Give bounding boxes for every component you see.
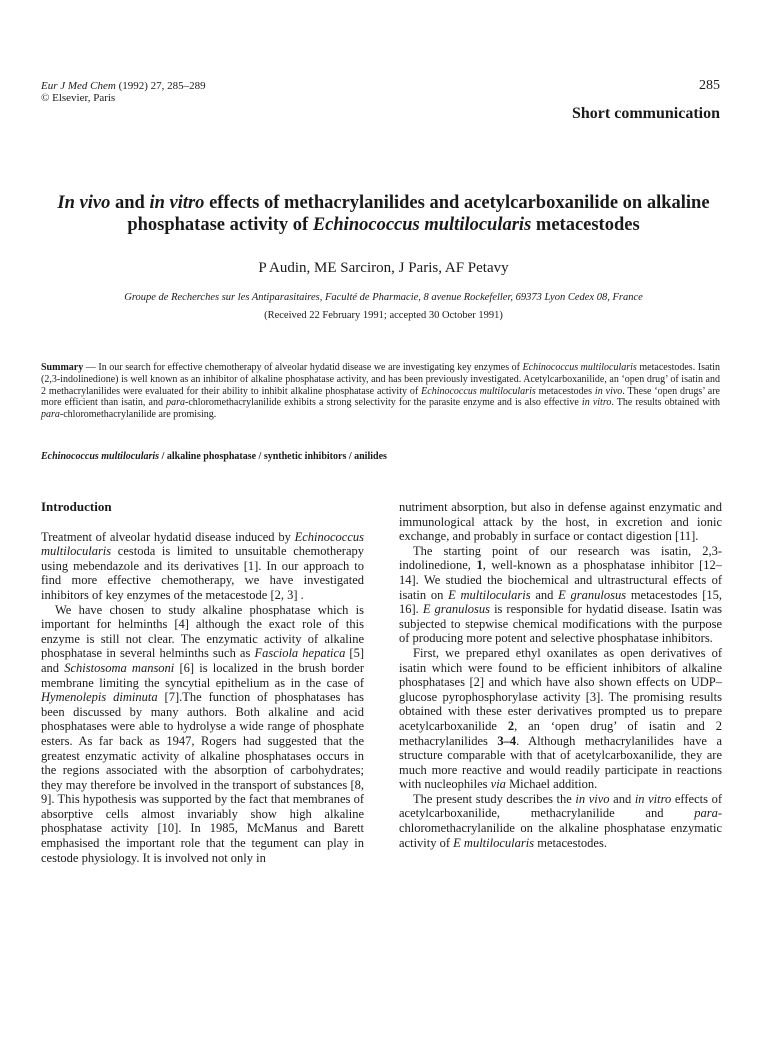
introduction-heading: Introduction: [41, 499, 112, 514]
text-run: Fasciola hepatica: [254, 646, 346, 661]
text-run: is responsible for hydatid disease. Isatin was subjected to stepwise chemical modifications with the purpose of producing more potent and selective phosphatase inhibitors.: [399, 602, 722, 646]
text-run: -chloromethacrylanilide on the alkaline phosphatase enzymatic activity of: [399, 806, 722, 850]
publisher-line: © Elsevier, Paris: [41, 92, 116, 104]
text-run: 2: [507, 718, 515, 733]
text-run: para: [694, 806, 718, 821]
text-run: [5] and: [41, 646, 365, 675]
text-run: Hymenolepis diminuta: [41, 690, 158, 705]
text-run: and: [609, 791, 635, 806]
text-run: metacestodes: [535, 385, 595, 397]
body-paragraph: [399, 646, 722, 792]
left-paragraphs: [41, 530, 364, 866]
journal-name: Eur J Med Chem: [41, 80, 116, 92]
text-run: The present study describes the: [413, 791, 576, 806]
citation-info: (1992) 27, 285–289: [115, 80, 206, 92]
text-run: metacestodes.: [534, 835, 607, 850]
article-title: [30, 192, 737, 236]
text-run: In vivo: [57, 193, 111, 213]
text-run: in vivo: [575, 791, 610, 806]
text-run: — In our search for effective chemotherapy of alveolar hydatid disease we are investigating key enzymes of: [83, 362, 523, 373]
text-run: [6] is localized in the brush border membrane limiting the syncytial epithelium as in the case of: [41, 660, 364, 690]
author-list: P Audin, ME Sarciron, J Paris, AF Petavy: [258, 260, 509, 276]
text-run: nutriment absorption, but also in defense against enzymatic and immunological attack by the host, in excretion and ionic exchange, and probably in surface or contact digestion [11].: [399, 500, 722, 544]
text-run: . These ‘open drugs’ are more efficient than isatin, and: [41, 385, 720, 409]
text-run: cestoda is limited to unsuitable chemotherapy using mebendazole and its derivatives [1]. In our approach to find more effective chemotherapy, we have investigated inhibitors of key enzymes of the metacestode [2, 3] .: [41, 544, 364, 602]
text-run: First, we prepared ethyl oxanilates as open derivatives of isatin which were found to be efficient inhibitors of alkaline phosphatases [2] and which have also shown effects on UDP–glucose pyrophosphorylase activity [3]. The promising results obtained with these ester derivatives prompted us to prepare acetylcarboxanilide: [399, 645, 722, 733]
text-run: Echinococcus multilocularis: [41, 451, 160, 462]
text-run: . The results obtained with: [611, 397, 721, 409]
text-run: in vitro: [149, 193, 205, 213]
text-run: [7].The function of phosphatases has been discussed by many authors. Both alkaline and acid phosphatases were able to hydrolyse a wide range of phosphate esters. As far back as 1947, Rogers had suggested that the greatest enzymatic activity of alkaline phosphatases occurs in the regions associated with the absorption of carbohydrates; they may therefore be involved in the transport of substances [8, 9]. This hypothesis was supported by the fact that membranes of absorptive cells almost invariably show high alkaline phosphatase activity [10]. In 1985, McManus and Barett emphasised the important role that the tegument can play in cestode physiology. It is involved not only in: [41, 690, 364, 865]
text-run: E granulosus: [558, 587, 627, 602]
text-run: para: [166, 397, 186, 409]
text-run: and: [530, 587, 559, 602]
text-run: Schistosoma mansoni: [64, 660, 175, 675]
text-run: in vivo: [594, 385, 623, 397]
text-run: E granulosus: [422, 602, 491, 617]
text-run: effects of acetylcarboxanilide, methacrylanilide and: [399, 791, 722, 821]
body-paragraph: [41, 530, 364, 603]
text-run: E multilocularis: [453, 835, 535, 850]
body-paragraph: [399, 792, 722, 850]
body-paragraph: [399, 544, 722, 646]
text-run: in vitro: [634, 791, 672, 806]
text-run: 3–4: [497, 733, 517, 748]
text-run: in vitro: [581, 397, 612, 409]
text-run: . Although methacrylanilides have a structure comparable with that of acetylcarboxanilide, they are much more reactive and would readily participate in reactions with nucleophiles: [399, 733, 722, 792]
summary-text: [41, 362, 720, 420]
text-run: Echinococcus multilocularis: [522, 362, 637, 373]
text-run: We have chosen to study alkaline phosphatase which is important for helminths [4] although the exact role of this enzyme is still not clear. The enzymatic activity of alkaline phosphatase in several helminths such as: [41, 602, 364, 661]
text-run: and: [110, 193, 150, 213]
text-run: Treatment of alveolar hydatid disease induced by: [41, 529, 295, 544]
right-column: [399, 500, 722, 850]
text-run: metacestodes [15, 16].: [399, 587, 722, 617]
text-run: -chloromethacrylanilide are promising.: [59, 409, 217, 421]
summary-label: Summary: [41, 362, 84, 373]
text-run: Michael addition.: [505, 777, 598, 792]
text-run: effects of methacrylanilides and acetylcarboxanilide on alkaline phosphatase activity of: [127, 193, 710, 235]
text-run: -chloromethacrylanilide exhibits a strong selectivity for the parasite enzyme and is also effective: [185, 397, 582, 409]
page-number: 285: [699, 78, 720, 93]
journal-citation: [41, 80, 206, 104]
keywords-line: [41, 451, 720, 462]
text-run: metacestodes. Isatin (2,3-indolinedione) is well known as an inhibitor of alkaline phosphatase activity, and has been previously investigated. Acetylcarboxanilide, an ‘open drug’ of isatin and 2 methacrylanilides were evaluated for their ability to inhibit alkaline phosphatase activity of: [41, 362, 720, 397]
body-paragraph: [399, 500, 722, 544]
summary-block: [41, 362, 720, 421]
text-run: / alkaline phosphatase / synthetic inhibitors / anilides: [159, 451, 387, 462]
body-paragraph: [41, 603, 364, 866]
text-run: , an ‘open drug’ of isatin and 2 methacrylanilides: [399, 718, 722, 748]
text-run: para: [41, 409, 60, 421]
text-run: metacestodes: [531, 215, 640, 235]
text-run: , well-known as a phosphatase inhibitor [12–14]. We studied the biochemical and ultrastructural effects of isatin on: [399, 558, 722, 602]
affiliation: Groupe de Recherches sur les Antiparasitaires, Faculté de Pharmacie, 8 avenue Rockefeller, 69373 Lyon Cedex 08, France: [124, 292, 643, 303]
text-run: via: [490, 777, 506, 792]
text-run: Echinococcus multilocularis: [41, 529, 364, 559]
text-run: E multilocularis: [448, 587, 531, 602]
text-run: The starting point of our research was isatin, 2,3-indolinedione,: [399, 543, 722, 573]
text-run: Echinococcus multilocularis: [421, 385, 536, 397]
section-type-label: Short communication: [572, 105, 720, 122]
text-run: Echinococcus multilocularis: [312, 215, 532, 235]
text-run: 1: [476, 558, 483, 573]
left-column: [41, 500, 364, 865]
received-dates: (Received 22 February 1991; accepted 30 October 1991): [264, 310, 503, 321]
right-paragraphs: [399, 500, 722, 850]
